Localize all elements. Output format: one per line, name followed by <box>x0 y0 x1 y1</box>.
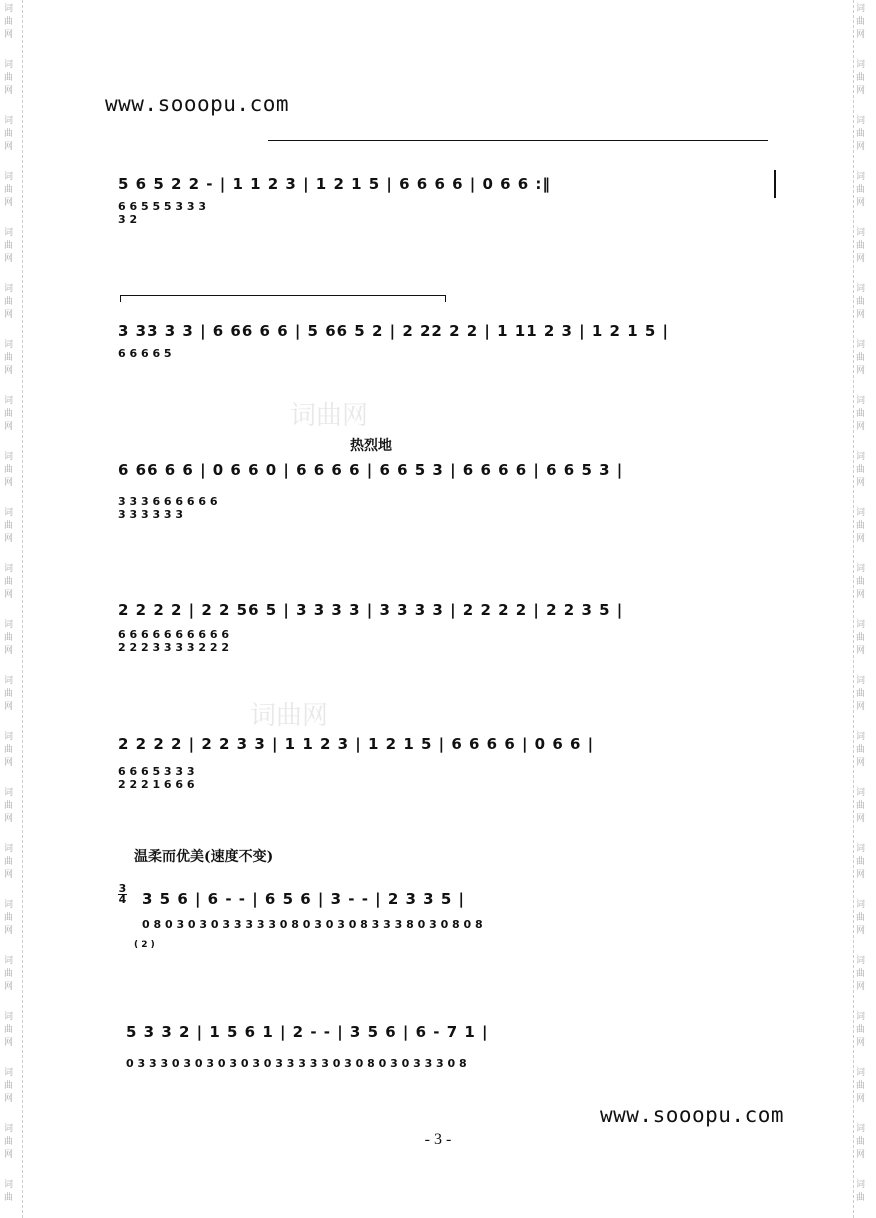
margin-mark: 曲 <box>856 969 866 979</box>
margin-mark: 网 <box>4 422 14 432</box>
harmony-line-lower: 3 2 <box>118 213 138 226</box>
margin-mark: 曲 <box>856 241 866 251</box>
harmony-line: 3 3 3 6 6 6 6 6 6 <box>118 495 218 508</box>
page-number: - 3 - <box>424 1131 452 1148</box>
margin-mark: 曲 <box>856 1137 866 1147</box>
margin-mark: 曲 <box>856 857 866 867</box>
margin-mark: 网 <box>856 646 866 656</box>
tempo-marking: 温柔而优美(速度不变) <box>134 849 274 865</box>
right-dashed-rule <box>853 0 854 1218</box>
melody-line: 5 3 3 2 | 1 5 6 1 | 2 - - | 3 5 6 | 6 - 7 1 | <box>126 1023 489 1041</box>
margin-mark: 曲 <box>4 73 14 83</box>
margin-mark: 网 <box>856 422 866 432</box>
margin-mark: 曲 <box>4 185 14 195</box>
margin-mark: 曲 <box>4 857 14 867</box>
margin-mark: 曲 <box>856 185 866 195</box>
melody-line: 3 5 6 | 6 - - | 6 5 6 | 3 - - | 2 3 3 5 | <box>142 890 465 908</box>
margin-mark: 词 <box>4 1012 14 1022</box>
margin-mark: 词 <box>4 228 14 238</box>
margin-mark: 网 <box>856 926 866 936</box>
margin-mark: 网 <box>4 478 14 488</box>
margin-mark: 网 <box>856 198 866 208</box>
accompaniment-line: 0 8 0 3 0 3 0 3 3 3 3 3 0 8 0 3 0 3 0 8 3 3 3 8 0 3 0 8 0 8 <box>142 918 483 931</box>
margin-mark: 网 <box>856 1094 866 1104</box>
margin-mark: 词 <box>4 116 14 126</box>
volta-line <box>268 140 768 141</box>
margin-mark: 网 <box>856 982 866 992</box>
margin-mark: 网 <box>4 590 14 600</box>
score-system-1 <box>118 140 780 230</box>
margin-mark: 词 <box>4 788 14 798</box>
margin-mark: 词 <box>856 956 866 966</box>
watermark: 词曲网 <box>250 701 329 731</box>
margin-mark: 曲 <box>856 73 866 83</box>
margin-mark: 词 <box>856 1180 866 1190</box>
margin-mark: 网 <box>856 534 866 544</box>
margin-mark: 词 <box>856 452 866 462</box>
margin-mark: 词 <box>856 564 866 574</box>
accompaniment-line: 0 3 3 3 0 3 0 3 0 3 0 3 0 3 3 3 3 3 0 3 0 8 0 3 0 3 3 3 0 8 <box>126 1057 467 1070</box>
margin-mark: 网 <box>4 310 14 320</box>
margin-mark: 词 <box>856 844 866 854</box>
margin-mark: 词 <box>856 4 866 14</box>
margin-mark: 曲 <box>4 129 14 139</box>
tempo-marking: 热烈地 <box>350 438 392 454</box>
margin-mark: 曲 <box>856 633 866 643</box>
margin-mark: 曲 <box>4 689 14 699</box>
margin-mark: 词 <box>4 60 14 70</box>
margin-mark: 网 <box>4 198 14 208</box>
margin-mark: 曲 <box>4 353 14 363</box>
margin-mark: 词 <box>4 676 14 686</box>
margin-mark: 网 <box>856 366 866 376</box>
margin-mark: 曲 <box>4 633 14 643</box>
margin-mark: 词 <box>856 284 866 294</box>
margin-mark: 网 <box>4 30 14 40</box>
score-system-2 <box>118 295 780 375</box>
margin-mark: 网 <box>4 926 14 936</box>
margin-mark: 曲 <box>4 745 14 755</box>
margin-mark: 曲 <box>4 1025 14 1035</box>
harmony-line: 6 6 5 5 5 3 3 3 <box>118 200 207 213</box>
margin-mark: 网 <box>4 1038 14 1048</box>
margin-mark: 网 <box>4 534 14 544</box>
score-system-4 <box>118 595 780 665</box>
margin-mark: 网 <box>4 86 14 96</box>
margin-mark: 曲 <box>856 745 866 755</box>
time-signature: 3 4 <box>118 882 127 906</box>
margin-mark: 网 <box>856 814 866 824</box>
margin-mark: 词 <box>856 900 866 910</box>
margin-mark: 网 <box>856 142 866 152</box>
right-margin-marks <box>856 0 872 1218</box>
margin-mark: 网 <box>4 646 14 656</box>
melody-line: 2 2 2 2 | 2 2 3 3 | 1 1 2 3 | 1 2 1 5 | 6 6 6 6 | 0 6 6 | <box>118 735 595 753</box>
margin-mark: 曲 <box>4 1137 14 1147</box>
score-system-5 <box>118 733 780 803</box>
margin-mark: 网 <box>4 1094 14 1104</box>
margin-mark: 词 <box>4 844 14 854</box>
margin-mark: 网 <box>856 870 866 880</box>
margin-mark: 词 <box>4 396 14 406</box>
margin-mark: 网 <box>4 758 14 768</box>
margin-mark: 网 <box>856 254 866 264</box>
margin-mark: 词 <box>856 228 866 238</box>
score-system-6 <box>118 846 780 956</box>
margin-mark: 曲 <box>856 409 866 419</box>
margin-mark: 网 <box>856 310 866 320</box>
margin-mark: 曲 <box>4 521 14 531</box>
margin-mark: 网 <box>4 702 14 712</box>
margin-mark: 网 <box>856 702 866 712</box>
margin-mark: 曲 <box>856 1025 866 1035</box>
harmony-line-lower: 2 2 2 1 6 6 6 <box>118 778 195 791</box>
margin-mark: 曲 <box>4 465 14 475</box>
margin-mark: 词 <box>4 732 14 742</box>
margin-mark: 曲 <box>856 297 866 307</box>
margin-mark: 词 <box>856 620 866 630</box>
margin-mark: 词 <box>4 1124 14 1134</box>
margin-mark: 词 <box>4 508 14 518</box>
margin-mark: 词 <box>4 620 14 630</box>
margin-mark: 网 <box>4 1150 14 1160</box>
melody-line: 3 33 3 3 | 6 66 6 6 | 5 66 5 2 | 2 22 2 2 | 1 11 2 3 | 1 2 1 5 | <box>118 322 669 340</box>
margin-mark: 曲 <box>4 801 14 811</box>
final-repeat-barline <box>774 170 776 198</box>
margin-mark: 词 <box>4 340 14 350</box>
margin-mark: 词 <box>4 1068 14 1078</box>
harmony-line-lower: 3 3 3 3 3 3 <box>118 508 184 521</box>
margin-mark: 曲 <box>856 913 866 923</box>
margin-mark: 曲 <box>856 1081 866 1091</box>
margin-mark: 词 <box>856 340 866 350</box>
harmony-line-lower: 2 2 2 3 3 3 3 2 2 2 <box>118 641 230 654</box>
margin-mark: 网 <box>856 758 866 768</box>
margin-mark: 网 <box>856 86 866 96</box>
margin-mark: 网 <box>856 478 866 488</box>
margin-mark: 曲 <box>856 689 866 699</box>
margin-mark: 网 <box>4 870 14 880</box>
harmony-line: 6 6 6 6 5 <box>118 347 172 360</box>
margin-mark: 词 <box>4 284 14 294</box>
harmony-line: 6 6 6 6 6 6 6 6 6 6 <box>118 628 230 641</box>
margin-mark: 词 <box>856 1068 866 1078</box>
margin-mark: 词 <box>4 452 14 462</box>
margin-mark: 曲 <box>4 241 14 251</box>
accompaniment-note: ( 2 ) <box>134 940 155 950</box>
melody-line: 2 2 2 2 | 2 2 56 5 | 3 3 3 3 | 3 3 3 3 | 2 2 2 2 | 2 2 3 5 | <box>118 601 624 619</box>
margin-mark: 网 <box>856 590 866 600</box>
margin-mark: 曲 <box>4 1081 14 1091</box>
margin-mark: 曲 <box>856 353 866 363</box>
margin-mark: 网 <box>4 814 14 824</box>
margin-mark: 词 <box>4 900 14 910</box>
margin-mark: 曲 <box>856 17 866 27</box>
margin-mark: 词 <box>856 676 866 686</box>
margin-mark: 曲 <box>856 521 866 531</box>
left-dashed-rule <box>22 0 23 1218</box>
melody-line: 5 6 5 2 2 - | 1 1 2 3 | 1 2 1 5 | 6 6 6 6 | 0 6 6 :‖ <box>118 175 551 193</box>
margin-mark: 曲 <box>856 465 866 475</box>
melody-line: 6 66 6 6 | 0 6 6 0 | 6 6 6 6 | 6 6 5 3 | 6 6 6 6 | 6 6 5 3 | <box>118 461 624 479</box>
score-system-3 <box>118 435 780 525</box>
margin-mark: 词 <box>856 732 866 742</box>
margin-mark: 网 <box>4 254 14 264</box>
margin-mark: 词 <box>856 788 866 798</box>
margin-mark: 曲 <box>4 17 14 27</box>
margin-mark: 曲 <box>856 577 866 587</box>
margin-mark: 词 <box>4 564 14 574</box>
margin-mark: 词 <box>4 4 14 14</box>
margin-mark: 网 <box>4 982 14 992</box>
margin-mark: 曲 <box>4 297 14 307</box>
margin-mark: 网 <box>856 30 866 40</box>
margin-mark: 曲 <box>856 801 866 811</box>
margin-mark: 词 <box>856 60 866 70</box>
margin-mark: 词 <box>4 956 14 966</box>
watermark: 词曲网 <box>290 401 369 431</box>
header-url: www.sooopu.com <box>105 92 290 116</box>
margin-mark: 曲 <box>856 1193 866 1203</box>
margin-mark: 词 <box>856 508 866 518</box>
margin-mark: 曲 <box>4 1193 14 1203</box>
first-ending-bracket <box>120 295 446 302</box>
margin-mark: 词 <box>856 116 866 126</box>
margin-mark: 网 <box>856 1150 866 1160</box>
margin-mark: 曲 <box>4 577 14 587</box>
left-margin-marks <box>4 0 20 1218</box>
margin-mark: 网 <box>856 1038 866 1048</box>
margin-mark: 曲 <box>4 913 14 923</box>
margin-mark: 词 <box>856 1012 866 1022</box>
footer-url: www.sooopu.com <box>600 1103 785 1127</box>
harmony-line: 6 6 6 5 3 3 3 <box>118 765 195 778</box>
score-system-7 <box>118 1015 780 1085</box>
margin-mark: 词 <box>856 172 866 182</box>
margin-mark: 曲 <box>4 969 14 979</box>
margin-mark: 曲 <box>856 129 866 139</box>
margin-mark: 曲 <box>4 409 14 419</box>
margin-mark: 网 <box>4 366 14 376</box>
margin-mark: 词 <box>4 172 14 182</box>
margin-mark: 词 <box>856 396 866 406</box>
margin-mark: 词 <box>856 1124 866 1134</box>
margin-mark: 网 <box>4 142 14 152</box>
margin-mark: 词 <box>4 1180 14 1190</box>
